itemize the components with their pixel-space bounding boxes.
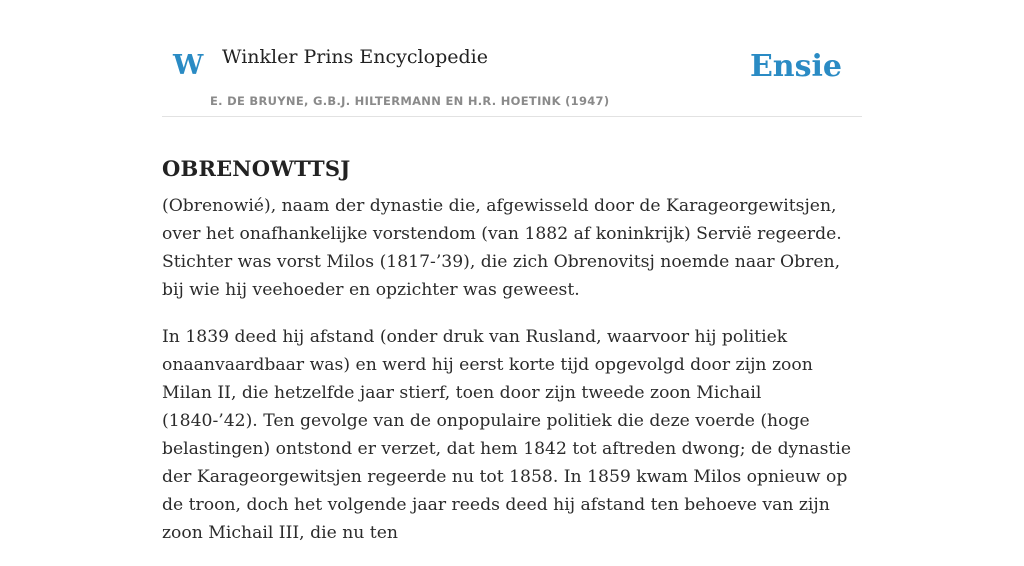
article-paragraph: (Obrenowié), naam der dynastie die, afgewisseld door de Karageorgewitsjen, over het onafhankelijke vorstendom (van 1882 af koninkrijk) Servië regeerde. Stichter was vorst Milos (1817-’39), die zich Obrenovitsj noemde naar Obren, bij wie hij veehoeder en opzichter was geweest. bbox=[162, 196, 842, 300]
ensie-logo[interactable]: Ensie bbox=[749, 49, 842, 84]
publication-authors: E. DE BRUYNE, G.B.J. HILTERMANN EN H.R. HOETINK (1947) bbox=[210, 94, 610, 108]
article-headword: OBRENOWTTSJ bbox=[162, 156, 351, 182]
article-body bbox=[162, 192, 862, 566]
article-paragraph: In 1839 deed hij afstand (onder druk van Rusland, waarvoor hij politiek onaanvaardbaar was) en werd hij eerst korte tijd opgevolgd door zijn zoon Milan II, die hetzelfde jaar stierf, toen door zijn tweede zoon Michail (1840-’42). Ten gevolge van de onpopulaire politiek die deze voerde (hoge belastingen) ontstond er verzet, dat hem 1842 tot aftreden dwong; de dynastie der Karageorgewitsjen regeerde nu tot 1858. In 1859 kwam Milos opnieuw op de troon, doch het volgende jaar reeds deed hij afstand ten behoeve van zijn zoon Michail III, die nu ten bbox=[162, 327, 852, 543]
winkler-prins-logo[interactable]: W bbox=[173, 50, 204, 81]
publication-header bbox=[162, 0, 862, 117]
publication-title[interactable]: Winkler Prins Encyclopedie bbox=[222, 46, 488, 68]
article-page bbox=[162, 0, 862, 543]
